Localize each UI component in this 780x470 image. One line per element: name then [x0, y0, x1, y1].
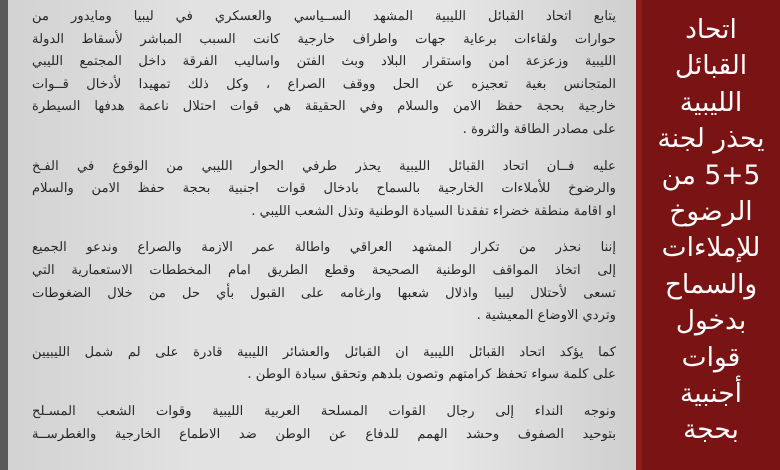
document-line: على كلمة سواء تحفظ كرامتهم وتصون بلدهم وتحقق سيادة الوطن . — [247, 367, 616, 383]
headline-line: يحذر لجنة — [657, 123, 765, 155]
document-line: الليبية وزعزعة امن واستقرار البلاد وبث الفتن واساليب الفرقة داخل المجتمع الليبي — [32, 54, 616, 70]
headline-line: الرضوخ — [669, 196, 753, 228]
document-line: بتوحيد الصفوف وحشد الهمم للدفاع عن الوطن ضد الاطماع الخارجية والغطرســة — [32, 426, 616, 442]
headline-title — [658, 12, 765, 470]
headline-line: للإملاءات — [661, 232, 761, 264]
document-paragraph-5 — [32, 401, 616, 446]
headline-panel — [636, 0, 780, 470]
headline-line: بدخول — [675, 305, 747, 337]
document-paragraph-3 — [32, 237, 616, 327]
left-edge-strip — [0, 0, 8, 470]
document-line: ونوجه النداء إلى رجال القوات المسلحة العربية الليبية وقوات الشعب المسـلح — [32, 403, 616, 419]
document-line: إلى اتخاذ المواقف الوطنية الصحيحة وقطع الطريق امام المخططات الاستعمارية التي — [32, 262, 616, 278]
document-line: عليه فــان اتحاد القبائل الليبية يحذر طرفي الحوار الليبي من الوقوع في الفـخ — [32, 158, 616, 174]
headline-line: 5+5 من — [661, 159, 761, 191]
document-line: يتابع اتحاد القبائل الليبية المشهد الســياسي والعسكري في ليبيا ومايدور من — [32, 9, 616, 24]
document-line: تسعى لأحتلال ليبيا واذلال شعبها وارغامه على القبول بأي حل من خلال الضغوطات — [32, 285, 616, 301]
headline-line: الليبية — [679, 86, 743, 118]
document-line: وتردي الاوضاع المعيشية . — [476, 308, 616, 324]
document-line: خارجية بحجة حفظ الامن والسلام وفي الحقيقة هي قوات احتلال ناعمة هدفها السيطرة — [32, 99, 616, 115]
headline-line: والسماح — [664, 268, 758, 300]
document-body — [32, 6, 616, 460]
document-line: كما يؤكد اتحاد القبائل الليبية ان القبائل والعشائر الليبية قادرة على لم شمل الليبيين — [32, 344, 616, 360]
document-line: والرضوخ للأملاءات الخارجية بالسماح بادخال قوات اجنبية بحجة حفظ الامن والسلام — [32, 181, 616, 197]
scanned-statement-document — [8, 0, 636, 470]
document-paragraph-1 — [32, 6, 616, 142]
headline-line: بحجة — [683, 414, 739, 446]
document-line: إننا نحذر من تكرار المشهد العراقي واطالة عمر الازمة والصراع وندعو الجميع — [32, 240, 616, 256]
headline-line: اتحاد — [685, 14, 737, 45]
headline-line: القبائل — [674, 50, 748, 82]
document-paragraph-2 — [32, 156, 616, 224]
document-paragraph-4 — [32, 342, 616, 387]
headline-line: قوات — [681, 341, 741, 373]
headline-line: أجنبية — [680, 378, 742, 410]
document-line: او اقامة منطقة خضراء تفقدنا السيادة الوطنية وتذل الشعب الليبي . — [251, 203, 616, 219]
document-line: المتجانس بغية تعجيزه عن الحل ووقف الصراع ، وكل ذلك تمهيدا لأدخال قــوات — [32, 76, 616, 92]
document-line: على مصادر الطاقة والثروة . — [462, 121, 616, 137]
document-line: حوارات ولقاءات برعاية جهات واطراف خارجية كانت السبب المباشر لأسقاط الدولة — [32, 31, 616, 47]
